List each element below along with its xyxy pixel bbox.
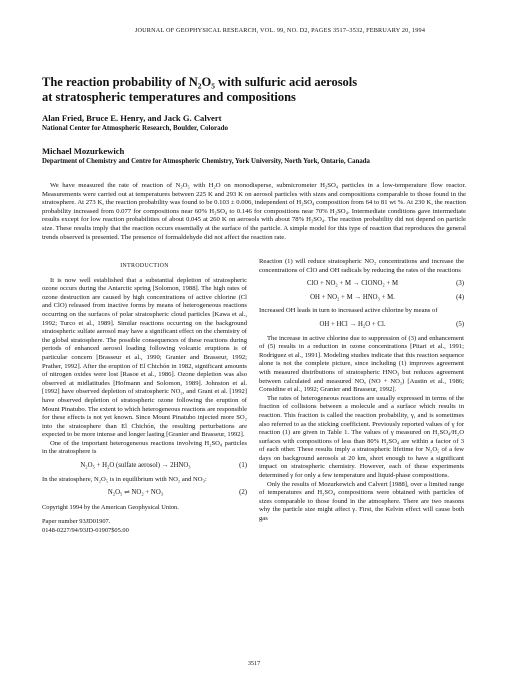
copyright-line: Copyright 1994 by the American Geophysical Union. (42, 503, 179, 511)
section-heading-introduction: INTRODUCTION (120, 263, 169, 269)
equation-3 (259, 280, 464, 289)
equation-5 (259, 321, 464, 330)
equation-2 (42, 489, 247, 498)
equation-4 (259, 294, 464, 303)
equation-4-number: (4) (456, 293, 464, 301)
publication-meta (42, 504, 247, 535)
journal-header: JOURNAL OF GEOPHYSICAL RESEARCH, VOL. 99, NO. D2, PAGES 3517–3532, FEBRUARY 20, 1994 (134, 27, 426, 34)
left-column (42, 262, 247, 535)
equation-3-number: (3) (456, 280, 464, 288)
title-line-1: The reaction probability of N₂O₅ with sulfuric acid aerosols (42, 75, 358, 89)
right-paragraph-5: Only the results of Mozurkewich and Calvert [1988], over a limited range of temperatures and H₂SO₄ compositions were obtained with particles of sizes comparable to those found in the atmosphere. There are two reasons why the particle size might affect γ. First, the Kelvin effect will cause both gas (259, 480, 464, 523)
page-number: 3517 (247, 660, 261, 667)
title-line-2: at stratospheric temperatures and compositions (42, 90, 296, 104)
paper-title (42, 75, 472, 105)
abstract-text: We have measured the rate of reaction of N₂O₅ with H₂O on monodisperse, submicrometer H₂SO₄ particles in a low-temperature flow reactor. Measurements were carried out at temperatures between 225 K and 293 K on aerosol particles with sizes and compositions comparable to those found in the stratosphere. At 273 K, the reaction probability was found to be 0.103 ± 0.006, independent of H₂SO₄ composition from 64 to 81 wt %. At 230 K, the reaction probability increased from 0.077 for compositions near 60% H₂SO₄ to 0.146 for compositions near 70% H₂SO₄. Intermediate conditions gave intermediate results except for low reaction probabilities of about 0.045 at 260 K on aerosols with about 78% H₂SO₄. The reaction probability did not depend on particle size. These results imply that the reaction occurs essentially at the surface of the particle. A simple model for this type of reaction that reproduces the general trends observed is presented. The presence of formaldehyde did not affect the reaction rate. (42, 182, 466, 241)
intro-paragraph-3: In the stratosphere, N₂O₅ is in equilibrium with NO₂ and NO₃: (42, 475, 207, 483)
equation-3-expression: ClO + NO₂ + M → ClONO₂ + M (306, 280, 398, 288)
author-list-2: Michael Mozurkewich (42, 146, 125, 156)
right-column (259, 258, 464, 524)
affiliation-2: Department of Chemistry and Centre for Atmospheric Chemistry, York University, North York, Ontario, Canada (42, 158, 370, 165)
abstract (42, 182, 466, 242)
equation-2-number: (2) (239, 489, 247, 497)
right-paragraph-2: Increased OH leads in turn to increased active chlorine by means of (259, 307, 438, 315)
equation-4-expression: OH + NO₂ + M → HNO₃ + M. (310, 293, 395, 301)
author-list-1: Alan Fried, Bruce E. Henry, and Jack G. Calvert (42, 113, 222, 123)
equation-5-expression: OH + HCl → H₂O + Cl. (319, 320, 386, 328)
intro-paragraph-1: It is now well established that a substantial depletion of stratospheric ozone occurs during the Antarctic spring [Solomon, 1988]. The high rates of ozone destruction are caused by high concentrations of active chlorine (Cl and ClO) released from inactive forms by means of heterogeneous reactions occurring on the surfaces of polar stratospheric cloud particles [Kawa et al., 1992; Turco et al., 1989]. Similar reactions occurring on the background stratospheric sulfate aerosol may have a significant effect on the chemistry of the global stratosphere. The possible consequences of these reactions during periods of enhanced aerosol loading following volcanic eruptions is of particular concern [Brasseur et al., 1990; Granier and Brasseur, 1992; Prather, 1992]. After the eruption of El Chichón in 1982, significant amounts of nitrogen oxides were lost [Rasoe et al., 1986]. Ozone depletion was also observed at midlatitudes [Hofmann and Solomon, 1989]. Johnston et al. [1992] have observed depletion of stratospheric NO₂, and Grant et al. [1992] have observed depletion of stratospheric ozone following the eruption of Mount Pinatubo. The extent to which heterogeneous reactions are responsible for these effects is not yet known. Since Mount Pinatubo injected more SO₂ into the stratosphere than El Chichón, the resulting perturbations are expected to be more intense and longer lasting [Granier and Brasseur, 1992]. (42, 276, 247, 439)
right-paragraph-1: Reaction (1) will reduce stratospheric NO₂ concentrations and increase the concentrations of ClO and OH radicals by reducing the rates of the reactions (259, 258, 464, 274)
equation-1 (42, 462, 247, 471)
equation-1-number: (1) (239, 462, 247, 470)
affiliation-1: National Center for Atmospheric Research, Boulder, Colorado (42, 124, 229, 132)
equation-1-expression: N₂O₅ + H₂O (sulfate aerosol) → 2HNO₃ (80, 462, 191, 470)
right-paragraph-3: The increase in active chlorine due to suppression of (3) and enhancement of (5) results in a reduction in ozone concentrations [Pitari et al., 1991; Rodriguez et al., 1991]. Modeling studies indicate that this reaction sequence alone is not the complete picture, since including (1) improves agreement with measured distributions of stratospheric HNO₃ but reduces agreement between calculated and measured NOₓ (NO + NO₂) [Austin et al., 1986; Considine et al., 1992; Granier and Brasseur, 1992]. (259, 334, 464, 394)
equation-2-expression: N₂O₅ ⇌ NO₂ + NO₃ (107, 489, 164, 497)
paper-number: Paper number 93JD01907. (42, 518, 111, 526)
article-code: 0148-0227/94/93JD-01907$05.00 (42, 526, 129, 534)
equation-5-number: (5) (456, 320, 464, 328)
right-paragraph-4: The rates of heterogeneous reactions are usually expressed in terms of the fraction of collisions between a molecule and a surface which results in reaction. This fraction is called the reaction probability, γ, and is sometimes also referred to as the sticking coefficient. Previously reported values of γ for reaction (1) are given in Table 1. The values of γ measured on H₂SO₄/H₂O surfaces with compositions of less than 80% H₂SO₄ are within a factor of 3 of each other. These results imply a stratospheric lifetime for N₂O₅ of a few days on background aerosols at 20 km, short enough to have a significant impact on stratospheric chemistry. However, each of these experiments determined γ for only a few temperature and liquid-phase compositions. (259, 394, 464, 480)
intro-paragraph-2: One of the important heterogeneous reactions involving H₂SO₄ particles in the stratosphere is (42, 439, 247, 456)
